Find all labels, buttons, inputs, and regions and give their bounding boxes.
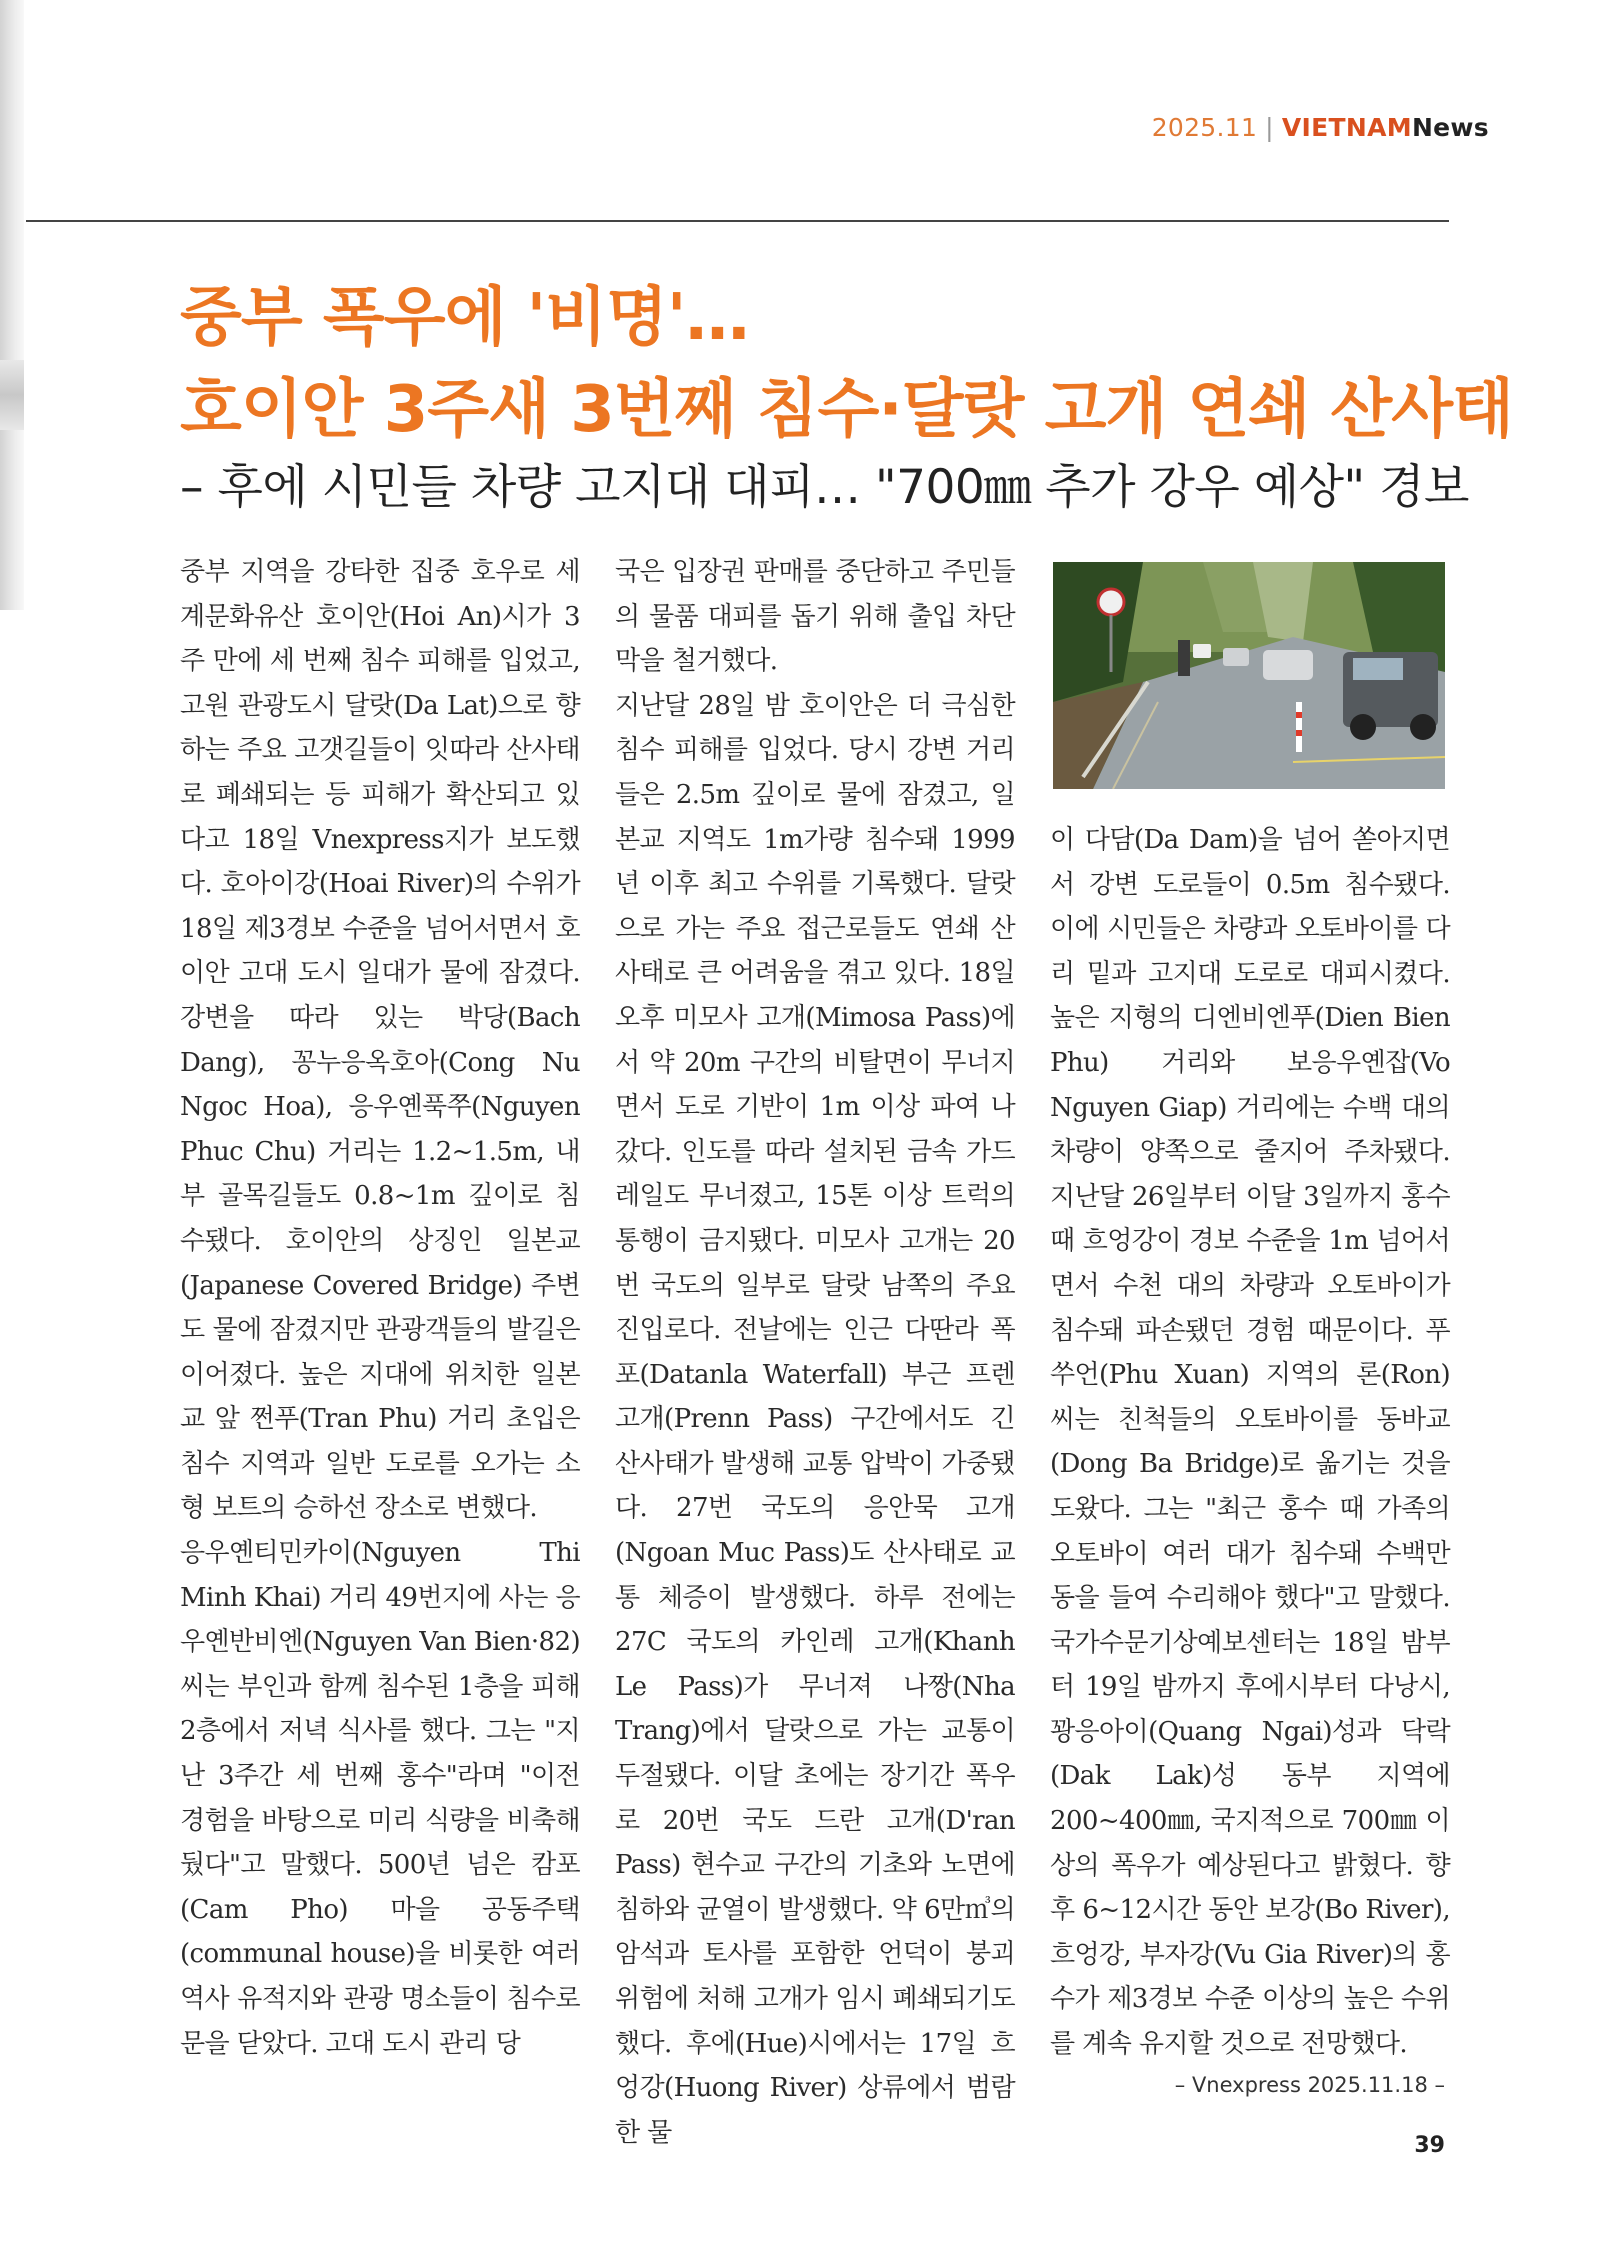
body-column-3 [1050,818,1450,2067]
page-gutter-shadow-band [0,360,24,430]
body-paragraph: 중부 지역을 강타한 집중 호우로 세계문화유산 호이안(Hoi An)시가 3주 만에 세 번째 침수 피해를 입었고, 고원 관광도시 달랏(Da Lat)으로 향하는 주요 고갯길들이 잇따라 산사태로 폐쇄되는 등 피해가 확산되고 있다고 18일 Vnexpress지가 보도했다. 호아이강(Hoai River)의 수위가 18일 제3경보 수준을 넘어서면서 호이안 고대 도시 일대가 물에 잠겼다. 강변을 따라 있는 박당(Bach Dang), 꽁누응옥호아(Cong Nu Ngoc Hoa), 응우옌푹쭈(Nguyen Phuc Chu) 거리는 1.2~1.5m, 내부 골목길들도 0.8~1m 깊이로 침수됐다. 호이안의 상징인 일본교(Japanese Covered Bridge) 주변도 물에 잠겼지만 관광객들의 발길은 이어졌다. 높은 지대에 위치한 일본교 앞 쩐푸(Tran Phu) 거리 초입은 침수 지역과 일반 도로를 오가는 소형 보트의 승하선 장소로 변했다. [180,557,580,1524]
body-paragraph: 국은 입장권 판매를 중단하고 주민들의 물품 대피를 돕기 위해 출입 차단막을 철거했다. [615,557,1015,677]
article-headline [180,272,1513,456]
article-photo [1053,562,1445,789]
article-source: – Vnexpress 2025.11.18 – [1174,2073,1445,2097]
page-number: 39 [1414,2133,1445,2158]
article-subheadline: – 후에 시민들 차량 고지대 대피… "700㎜ 추가 강우 예상" 경보 [180,460,1469,515]
body-column-1 [180,550,580,2066]
issue-date: 2025.11 [1151,113,1258,142]
running-header [1152,113,1489,142]
body-column-2 [615,550,1015,2155]
landslide-road-photo [1053,562,1445,789]
publication-name-part1: VIETNAM [1281,113,1412,142]
publication-name-part2: News [1411,113,1489,142]
header-rule [26,220,1449,222]
header-separator: | [1265,113,1274,142]
page-gutter-shadow [0,0,24,610]
body-paragraph: 지난달 28일 밤 호이안은 더 극심한 침수 피해를 입었다. 당시 강변 거리들은 2.5m 깊이로 물에 잠겼고, 일본교 지역도 1m가량 침수돼 1999년 이후 최고 수위를 기록했다. 달랏으로 가는 주요 접근로들도 연쇄 산사태로 큰 어려움을 겪고 있다. 18일 오후 미모사 고개(Mimosa Pass)에서 약 20m 구간의 비탈면이 무너지면서 도로 기반이 1m 이상 파여 나갔다. 인도를 따라 설치된 금속 가드레일도 무너졌고, 15톤 이상 트럭의 통행이 금지됐다. 미모사 고개는 20번 국도의 일부로 달랏 남쪽의 주요 진입로다. 전날에는 인근 다딴라 폭포(Datanla Waterfall) 부근 프렌 고개(Prenn Pass) 구간에서도 긴 산사태가 발생해 교통 압박이 가중됐다. 27번 국도의 응안묵 고개(Ngoan Muc Pass)도 산사태로 교통 체증이 발생했다. 하루 전에는 27C 국도의 카인레 고개(Khanh Le Pass)가 무너져 나짱(Nha Trang)에서 달랏으로 가는 교통이 두절됐다. 이달 초에는 장기간 폭우로 20번 국도 드란 고개(D'ran Pass) 현수교 구간의 기초와 노면에 침하와 균열이 발생했다. 약 6만㎥의 암석과 토사를 포함한 언덕이 붕괴 위험에 처해 고개가 임시 폐쇄되기도 했다. 후에(Hue)시에서는 17일 흐엉강(Huong River) 상류에서 범람한 물 [615,690,1015,2148]
headline-line-1: 중부 폭우에 '비명'… [180,281,749,355]
body-paragraph: 응우옌티민카이(Nguyen Thi Minh Khai) 거리 49번지에 사는 응우옌반비엔(Nguyen Van Bien·82) 씨는 부인과 함께 침수된 1층을 피해 2층에서 저녁 식사를 했다. 그는 "지난 3주간 세 번째 홍수"라며 "이전 경험을 바탕으로 미리 식량을 비축해뒀다"고 말했다. 500년 넘은 캄포(Cam Pho) 마을 공동주택(communal house)을 비롯한 여러 역사 유적지와 관광 명소들이 침수로 문을 닫았다. 고대 도시 관리 당 [180,1538,580,2059]
body-paragraph: 이 다담(Da Dam)을 넘어 쏟아지면서 강변 도로들이 0.5m 침수됐다. 이에 시민들은 차량과 오토바이를 다리 밑과 고지대 도로로 대피시켰다. 높은 지형의 디엔비엔푸(Dien Bien Phu) 거리와 보응우옌잡(Vo Nguyen Giap) 거리에는 수백 대의 차량이 양쪽으로 줄지어 주차됐다. 지난달 26일부터 이달 3일까지 홍수 때 흐엉강이 경보 수준을 1m 넘어서면서 수천 대의 차량과 오토바이가 침수돼 파손됐던 경험 때문이다. 푸쑤언(Phu Xuan) 지역의 론(Ron) 씨는 친척들의 오토바이를 동바교(Dong Ba Bridge)로 옮기는 것을 도왔다. 그는 "최근 홍수 때 가족의 오토바이 여러 대가 침수돼 수백만 동을 들여 수리해야 했다"고 말했다. 국가수문기상예보센터는 18일 밤부터 19일 밤까지 후에시부터 다낭시, 꽝응아이(Quang Ngai)성과 닥락(Dak Lak)성 동부 지역에 200~400㎜, 국지적으로 700㎜ 이상의 폭우가 예상된다고 밝혔다. 향후 6~12시간 동안 보강(Bo River), 흐엉강, 부자강(Vu Gia River)의 홍수가 제3경보 수준 이상의 높은 수위를 계속 유지할 것으로 전망했다. [1050,825,1450,2060]
headline-line-2: 호이안 3주새 3번째 침수·달랏 고개 연쇄 산사태 [180,373,1513,447]
